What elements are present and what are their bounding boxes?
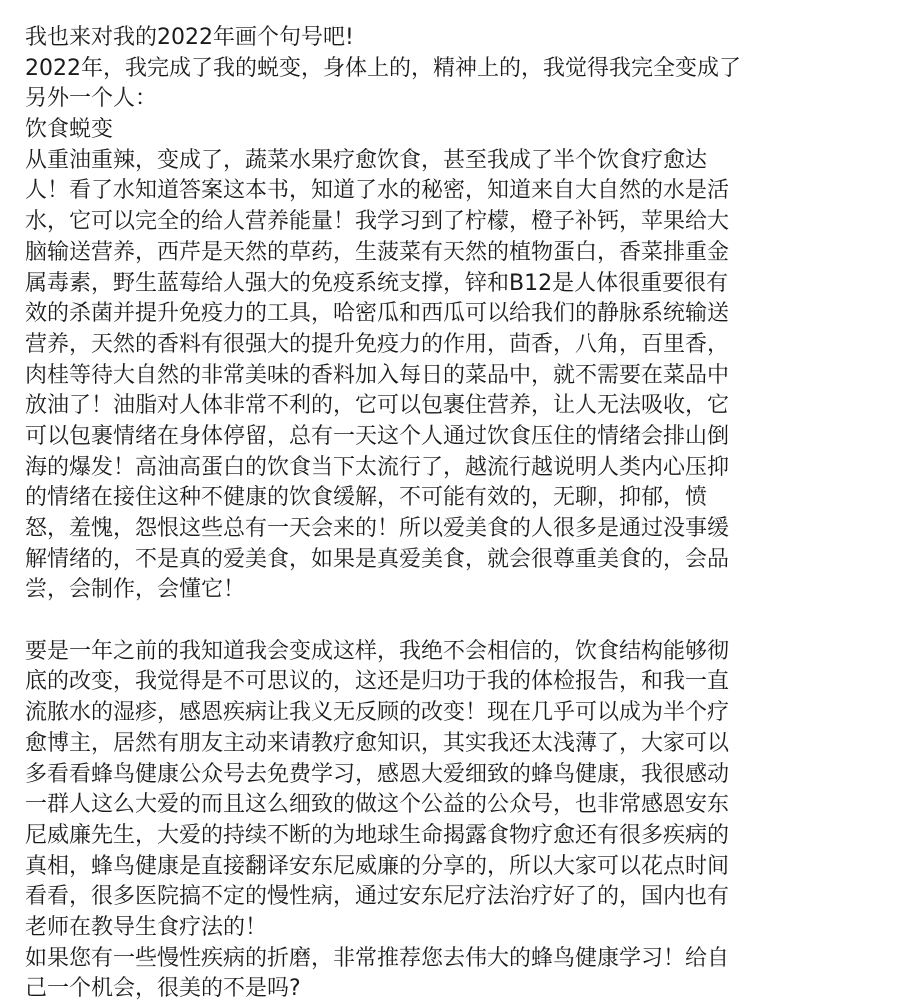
- paragraph-line: 看看，很多医院搞不定的慢性病，通过安东尼疗法治疗好了的，国内也有: [25, 884, 730, 910]
- paragraph-line: 真相，蜂鸟健康是直接翻译安东尼威廉的分享的，所以大家可以花点时间: [25, 853, 730, 879]
- paragraph-line: 的情绪在接住这种不健康的饮食缓解，不可能有效的，无聊，抑郁，愤: [25, 485, 708, 511]
- intro-line: 另外一个人：: [25, 86, 158, 112]
- paragraph-line: 可以包裹情绪在身体停留，总有一天这个人通过饮食压住的情绪会排山倒: [25, 423, 730, 449]
- paragraph-line: 怒，羞愧，怨恨这些总有一天会来的！所以爱美食的人很多是通过没事缓: [25, 516, 730, 541]
- paragraph-line: 底的改变，我觉得是不可思议的，这还是归功于我的体检报告，和我一直: [25, 669, 730, 695]
- paragraph-line: 要是一年之前的我知道我会变成这样，我绝不会相信的，饮食结构能够彻: [25, 638, 730, 664]
- paragraph-line: 多看看蜂鸟健康公众号去免费学习，感恩大爱细致的蜂鸟健康，我很感动: [25, 761, 730, 787]
- paragraph-line: 人！看了水知道答案这本书，知道了水的秘密，知道来自大自然的水是活: [25, 178, 730, 204]
- paragraph-change: [25, 637, 885, 944]
- paragraph-line: 解情绪的，不是真的爱美食，如果是真爱美食，就会很尊重美食的，会品: [25, 546, 730, 572]
- paragraph-line: 水，它可以完全的给人营养能量！我学习到了柠檬，橙子补钙，苹果给大: [25, 209, 730, 235]
- paragraph-line: 属毒素，野生蓝莓给人强大的免疫系统支撑，锌和B12是人体很重要很有: [25, 270, 729, 296]
- paragraph-line: 脑输送营养，西芹是天然的草药，生菠菜有天然的植物蛋白，香菜排重金: [25, 239, 730, 265]
- paragraph-line: 老师在教导生食疗法的！: [25, 914, 268, 940]
- paragraph-line: 从重油重辣，变成了，蔬菜水果疗愈饮食，甚至我成了半个饮食疗愈达: [25, 147, 708, 173]
- paragraph-line: 尝，会制作，会懂它！: [25, 577, 246, 603]
- paragraph-line: 营养，天然的香料有很强大的提升免疫力的作用，茴香，八角，百里香，: [25, 331, 730, 357]
- paragraph-closing: [25, 944, 885, 1005]
- paragraph-line: 流脓水的湿疹，感恩疾病让我义无反顾的改变！现在几乎可以成为半个疗: [25, 700, 730, 726]
- paragraph-line: 放油了！油脂对人体非常不利的，它可以包裹住营养，让人无法吸收，它: [25, 393, 730, 419]
- paragraph-diet: [25, 146, 885, 606]
- paragraph-line: 海的爆发！高油高蛋白的饮食当下太流行了，越流行越说明人类内心压抑: [25, 454, 730, 480]
- paragraph-line: 愈博主，居然有朋友主动来请教疗愈知识，其实我还太浅薄了，大家可以: [25, 730, 730, 756]
- paragraph-line: 尼威廉先生，大爱的持续不断的为地球生命揭露食物疗愈还有很多疾病的: [25, 822, 730, 848]
- post-title: 我也来对我的2022年画个句号吧!: [25, 25, 354, 50]
- intro-line: 2022年，我完成了我的蜕变，身体上的，精神上的，我觉得我完全变成了: [25, 55, 741, 81]
- paragraph-line: 己一个机会，很美的不是吗?: [25, 976, 301, 1002]
- paragraph-gap: [25, 606, 885, 637]
- paragraph-line: 如果您有一些慢性疾病的折磨，非常推荐您去伟大的蜂鸟健康学习！给自: [25, 945, 730, 971]
- post-body: [25, 23, 885, 1005]
- cropped-top-line: [355, 11, 585, 25]
- paragraph-line: 效的杀菌并提升免疫力的工具，哈密瓜和西瓜可以给我们的静脉系统输送: [25, 301, 730, 327]
- paragraph-line: 肉桂等待大自然的非常美味的香料加入每日的菜品中，就不需要在菜品中: [25, 362, 730, 388]
- section-heading: 饮食蜕变: [25, 117, 114, 143]
- paragraph-line: 一群人这么大爱的而且这么细致的做这个公益的公众号，也非常感恩安东: [25, 792, 730, 818]
